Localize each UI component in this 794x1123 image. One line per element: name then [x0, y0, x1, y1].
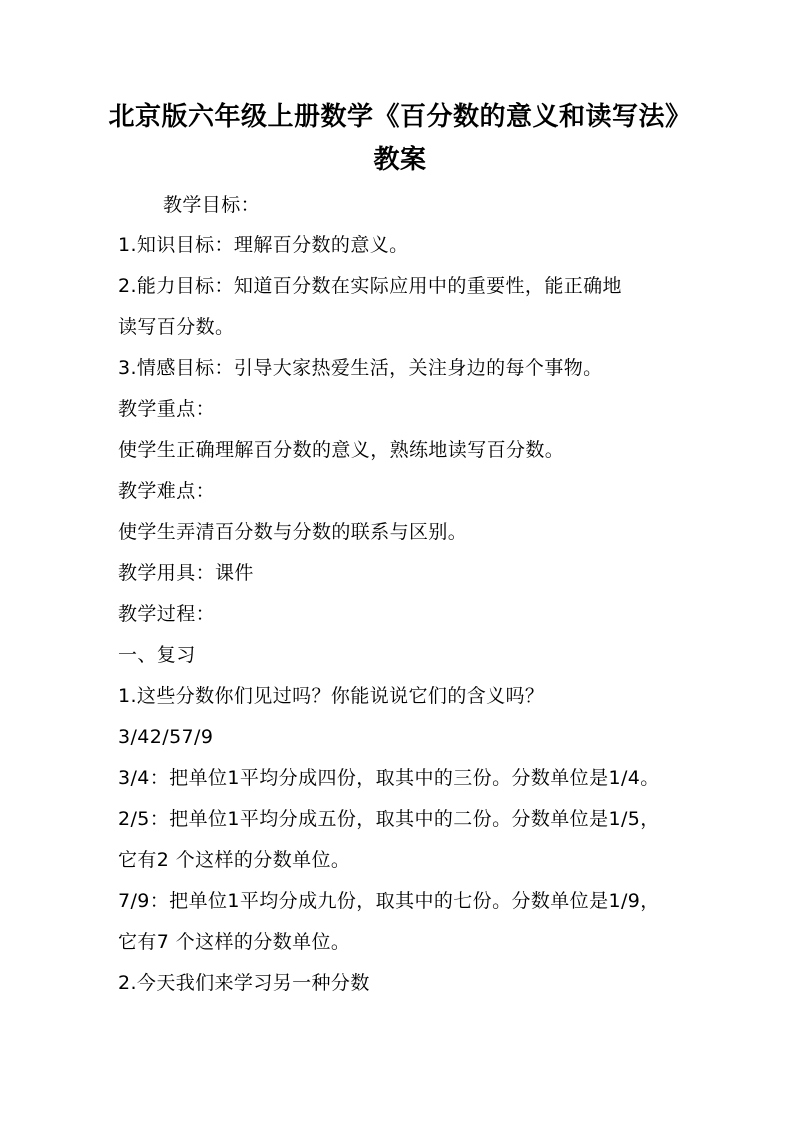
- paragraph-difficulties-heading: 教学难点：: [118, 480, 216, 502]
- paragraph-fraction-2-5-cont: 它有2 个这样的分数单位。: [118, 849, 351, 871]
- paragraph-fraction-2-5: 2/5：把单位1平均分成五份，取其中的二份。分数单位是1/5，: [118, 808, 660, 830]
- paragraph-process-heading: 教学过程：: [118, 603, 216, 625]
- paragraph-knowledge-objective: 1.知识目标：理解百分数的意义。: [118, 234, 409, 256]
- document-title-line-2: 教案: [373, 145, 427, 175]
- paragraph-fraction-7-9: 7/9：把单位1平均分成九份，取其中的七份。分数单位是1/9，: [118, 890, 660, 912]
- paragraph-teaching-aids: 教学用具：课件: [118, 562, 254, 584]
- paragraph-key-points: 使学生正确理解百分数的意义，熟练地读写百分数。: [118, 439, 565, 461]
- paragraph-ability-objective: 2.能力目标：知道百分数在实际应用中的重要性，能正确地: [118, 275, 622, 297]
- paragraph-ability-objective-cont: 读写百分数。: [118, 316, 235, 338]
- paragraph-review-heading: 一、复习: [118, 644, 196, 666]
- paragraph-fraction-7-9-cont: 它有7 个这样的分数单位。: [118, 931, 351, 953]
- paragraph-new-fraction-intro: 2.今天我们来学习另一种分数: [118, 972, 370, 994]
- paragraph-fraction-3-4: 3/4：把单位1平均分成四份，取其中的三份。分数单位是1/4。: [118, 767, 660, 789]
- paragraph-teaching-objectives-heading: 教学目标：: [163, 194, 261, 216]
- paragraph-review-question: 1.这些分数你们见过吗？你能说说它们的含义吗？: [118, 685, 545, 707]
- document-title-line-1: 北京版六年级上册数学《百分数的意义和读写法》: [108, 102, 692, 132]
- paragraph-difficulties: 使学生弄清百分数与分数的联系与区别。: [118, 521, 468, 543]
- paragraph-key-points-heading: 教学重点：: [118, 398, 216, 420]
- paragraph-emotional-objective: 3.情感目标：引导大家热爱生活，关注身边的每个事物。: [118, 357, 603, 379]
- paragraph-fractions-list: 3/42/57/9: [118, 726, 214, 748]
